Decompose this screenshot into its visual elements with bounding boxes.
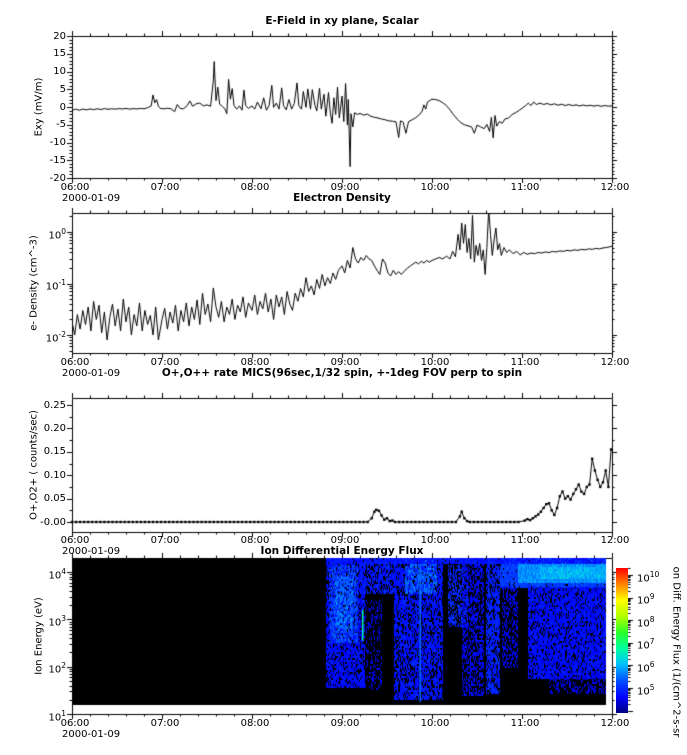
x-tick-label: 08:00 xyxy=(240,357,270,368)
y-tick-label: 0.25 xyxy=(43,399,66,411)
y-tick-label: 15 xyxy=(53,48,66,60)
x-tick-label: 06:00 xyxy=(60,357,90,368)
x-tick-label: 06:00 xyxy=(60,718,90,729)
y-tick-label: 0.20 xyxy=(43,422,66,434)
y-tick-label: 0.15 xyxy=(43,446,66,458)
panel2-y-axis-label: e- Density (cm^-3) xyxy=(28,235,40,331)
colorbar-axis-label: on Diff. Energy Flux (1/(cm^2-s-sr xyxy=(670,566,682,738)
colorbar-tick-label: $10^6$ xyxy=(637,659,655,675)
y-tick-label: $10^0$ xyxy=(48,226,66,241)
x-tick-label: 09:00 xyxy=(330,182,360,193)
y-tick-label: 20 xyxy=(53,30,66,42)
y-tick-label: -5 xyxy=(56,119,66,131)
x-tick-label: 07:00 xyxy=(150,535,180,546)
x-tick-label: 12:00 xyxy=(600,182,630,193)
y-tick-label: -20 xyxy=(49,172,66,184)
y-tick-label: -0.00 xyxy=(40,516,66,528)
y-tick-label: 0.05 xyxy=(43,493,66,505)
y-tick-label: $10^3$ xyxy=(48,613,66,629)
x-tick-label: 09:00 xyxy=(330,535,360,546)
x-tick-label: 09:00 xyxy=(330,357,360,368)
colorbar-tick-label: $10^8$ xyxy=(637,614,655,630)
y-tick-label: $10^2$ xyxy=(48,661,66,676)
colorbar-tick-label: $10^9$ xyxy=(637,592,655,607)
y-tick-label: 5 xyxy=(59,83,66,95)
x-tick-label: 11:00 xyxy=(510,535,540,546)
x-tick-label: 06:00 xyxy=(60,535,90,546)
x-tick-label: 11:00 xyxy=(510,357,540,368)
x-tick-label: 07:00 xyxy=(150,357,180,368)
panel3-y-axis-label: O+,O2+ ( counts/sec) xyxy=(28,410,40,520)
y-tick-label: $10^1$ xyxy=(48,708,66,723)
panel4-title: Ion Differential Energy Flux xyxy=(260,545,424,557)
x-tick-label: 06:00 xyxy=(60,182,90,193)
x-tick-label: 08:00 xyxy=(240,718,270,729)
panel3-date-label: 2000-01-09 xyxy=(62,546,121,557)
colorbar-tick-label: $10^7$ xyxy=(637,637,655,652)
y-tick-label: -10 xyxy=(49,137,66,148)
colorbar xyxy=(616,568,628,713)
panel1-title: E-Field in xy plane, Scalar xyxy=(265,15,419,27)
x-tick-label: 11:00 xyxy=(510,182,540,193)
x-tick-label: 10:00 xyxy=(420,357,450,368)
x-tick-label: 10:00 xyxy=(420,535,450,546)
y-tick-label: 0 xyxy=(59,101,66,113)
panel4-y-axis-label: Ion Energy (eV) xyxy=(33,597,45,675)
y-tick-label: $10^4$ xyxy=(48,566,66,581)
panel2-title: Electron Density xyxy=(293,192,391,204)
x-tick-label: 08:00 xyxy=(240,535,270,546)
x-tick-label: 12:00 xyxy=(600,357,630,368)
colorbar-tick-label: $10^5$ xyxy=(637,682,655,697)
y-tick-label: 0.10 xyxy=(43,469,66,481)
x-tick-label: 07:00 xyxy=(150,182,180,193)
y-tick-label: $10^{-1}$ xyxy=(45,278,66,293)
panel1-date-label: 2000-01-09 xyxy=(62,193,121,204)
panel3-title: O+,O++ rate MICS(96sec,1/32 spin, +-1deg FOV perp to spin xyxy=(161,367,523,379)
x-tick-label: 11:00 xyxy=(510,718,540,729)
x-tick-label: 08:00 xyxy=(240,182,270,193)
x-tick-label: 09:00 xyxy=(330,718,360,729)
panel2-date-label: 2000-01-09 xyxy=(62,368,121,379)
panel4-date-label: 2000-01-09 xyxy=(62,729,121,740)
x-tick-label: 10:00 xyxy=(420,182,450,193)
x-tick-label: 12:00 xyxy=(600,535,630,546)
colorbar-tick-label: $10^{10}$ xyxy=(637,569,660,584)
y-tick-label: $10^{-2}$ xyxy=(45,329,66,344)
y-tick-label: 10 xyxy=(53,66,66,77)
x-tick-label: 10:00 xyxy=(420,718,450,729)
x-tick-label: 12:00 xyxy=(600,718,630,729)
x-tick-label: 07:00 xyxy=(150,718,180,729)
panel1-y-axis-label: Exy (mV/m) xyxy=(33,77,45,137)
y-tick-label: -15 xyxy=(49,154,66,166)
